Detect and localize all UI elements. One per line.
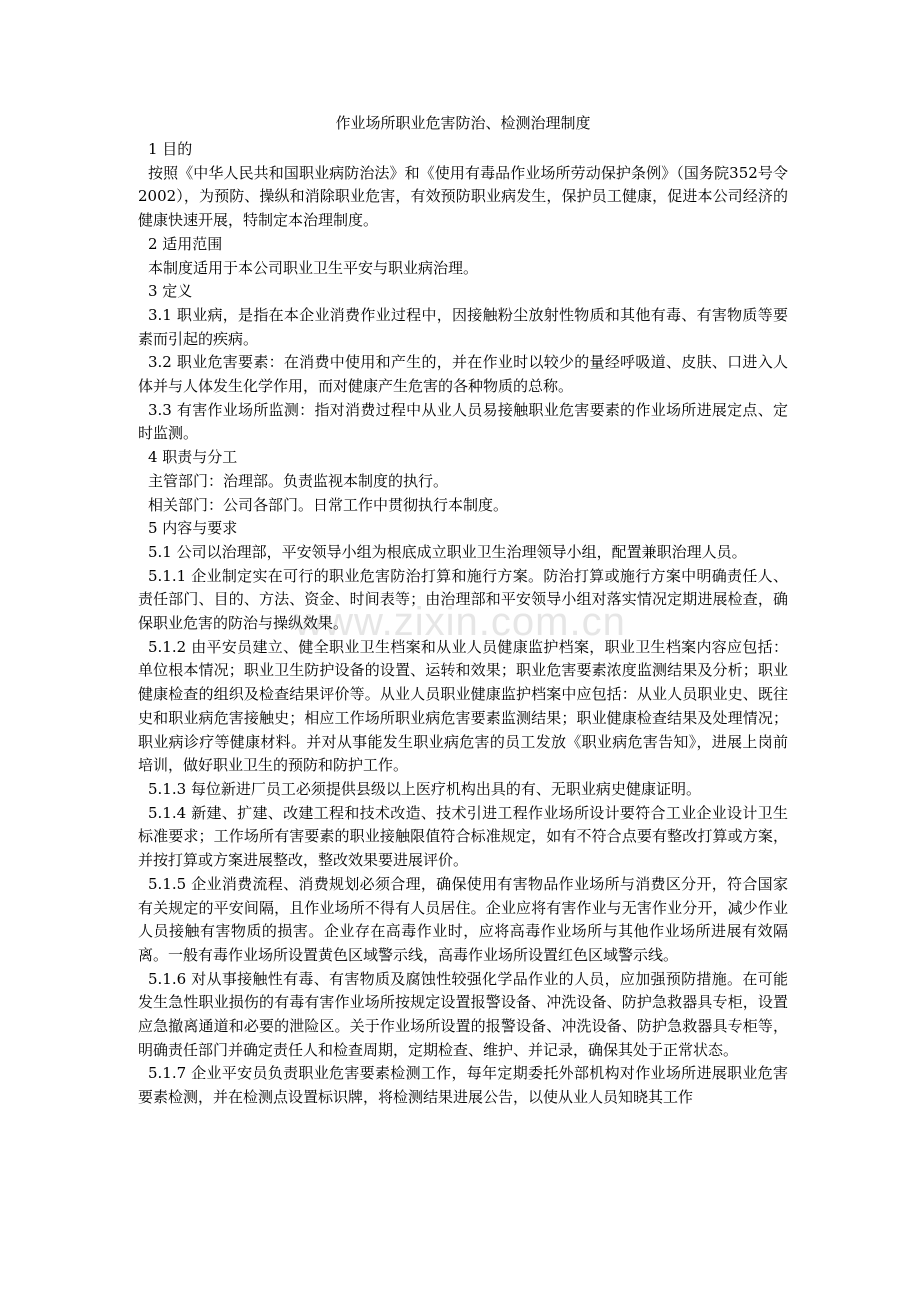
paragraph: 5.1.1 企业制定实在可行的职业危害防治打算和施行方案。防治打算或施行方案中明确责任人、责任部门、目的、方法、资金、时间表等；由治理部和平安领导小组对落实情况定期进展检查，确保职业危害的防治与操纵效果。 [138, 566, 788, 633]
section-heading: 2 适用范围 [148, 234, 223, 253]
paragraph: 5.1.2 由平安员建立、健全职业卫生档案和从业人员健康监护档案，职业卫生档案内容应包括：单位根本情况；职业卫生防护设备的设置、运转和效果；职业危害要素浓度监测结果及分析；职业健康检查的组织及检查结果评价等。从业人员职业健康监护档案中应包括：从业人员职业史、既往史和职业病危害接触史；相应工作场所职业病危害要素监测结果；职业健康检查结果及处理情况；职业病诊疗等健康材料。并对从事能发生职业病危害的员工发放《职业病危害告知》，进展上岗前培训，做好职业卫生的预防和防护工作。 [138, 637, 788, 775]
paragraph: 本制度适用于本公司职业卫生平安与职业病治理。 [148, 258, 479, 277]
document-title: 作业场所职业危害防治、检测治理制度 [335, 114, 591, 132]
paragraph: 3.2 职业危害要素：在消费中使用和产生的，并在作业时以较少的量经呼吸道、皮肤、口进入人体并与人体发生化学作用，而对健康产生危害的各种物质的总称。 [138, 353, 788, 396]
section-heading: 3 定义 [148, 282, 193, 301]
paragraph: 相关部门：公司各部门。日常工作中贯彻执行本制度。 [148, 495, 509, 514]
paragraph: 按照《中华人民共和国职业病防治法》和《使用有毒品作业场所劳动保护条例》（国务院352号令2002），为预防、操纵和消除职业危害，有效预防职业病发生，保护员工健康，促进本公司经济的健康快速开展，特制定本治理制度。 [138, 163, 788, 230]
paragraph: 5.1 公司以治理部，平安领导小组为根底成立职业卫生治理领导小组，配置兼职治理人员。 [148, 542, 747, 561]
document-body [138, 138, 788, 1110]
paragraph: 主管部门：治理部。负责监视本制度的执行。 [148, 471, 449, 490]
paragraph: 3.3 有害作业场所监测：指对消费过程中从业人员易接触职业危害要素的作业场所进展定点、定时监测。 [138, 400, 788, 443]
section-heading: 4 职责与分工 [148, 448, 238, 467]
watermark: www.zixin.com.cn [294, 600, 626, 644]
paragraph: 5.1.4 新建、扩建、改建工程和技术改造、技术引进工程作业场所设计要符合工业企业设计卫生标准要求；工作场所有害要素的职业接触限值符合标准规定，如有不符合点要有整改打算或方案，并按打算或方案进展整改，整改效果要进展评价。 [138, 803, 788, 870]
document-page [138, 104, 788, 1110]
paragraph: 5.1.3 每位新进厂员工必须提供县级以上医疗机构出具的有、无职业病史健康证明。 [148, 779, 701, 798]
paragraph: 5.1.7 企业平安员负责职业危害要素检测工作，每年定期委托外部机构对作业场所进展职业危害要素检测，并在检测点设置标识牌，将检测结果进展公告，以使从业人员知晓其工作 [138, 1064, 788, 1107]
section-heading: 1 目的 [148, 140, 193, 158]
section-heading: 5 内容与要求 [148, 519, 238, 538]
paragraph: 5.1.6 对从事接触性有毒、有害物质及腐蚀性较强化学品作业的人员，应加强预防措施。在可能发生急性职业损伤的有毒有害作业场所按规定设置报警设备、冲洗设备、防护急救器具专柜，设置应急撤离通道和必要的泄险区。关于作业场所设置的报警设备、冲洗设备、防护急救器具专柜等，明确责任部门并确定责任人和检查周期，定期检查、维护、并记录，确保其处于正常状态。 [138, 969, 788, 1059]
paragraph: 3.1 职业病，是指在本企业消费作业过程中，因接触粉尘放射性物质和其他有毒、有害物质等要素而引起的疾病。 [138, 305, 788, 348]
paragraph: 5.1.5 企业消费流程、消费规划必须合理，确保使用有害物品作业场所与消费区分开，符合国家有关规定的平安间隔，且作业场所不得有人员居住。企业应将有害作业与无害作业分开，减少作业人员接触有害物质的损害。企业存在高毒作业时，应将高毒作业场所与其他作业场所进展有效隔离。一般有毒作业场所设置黄色区域警示线，高毒作业场所设置红色区域警示线。 [138, 874, 788, 964]
